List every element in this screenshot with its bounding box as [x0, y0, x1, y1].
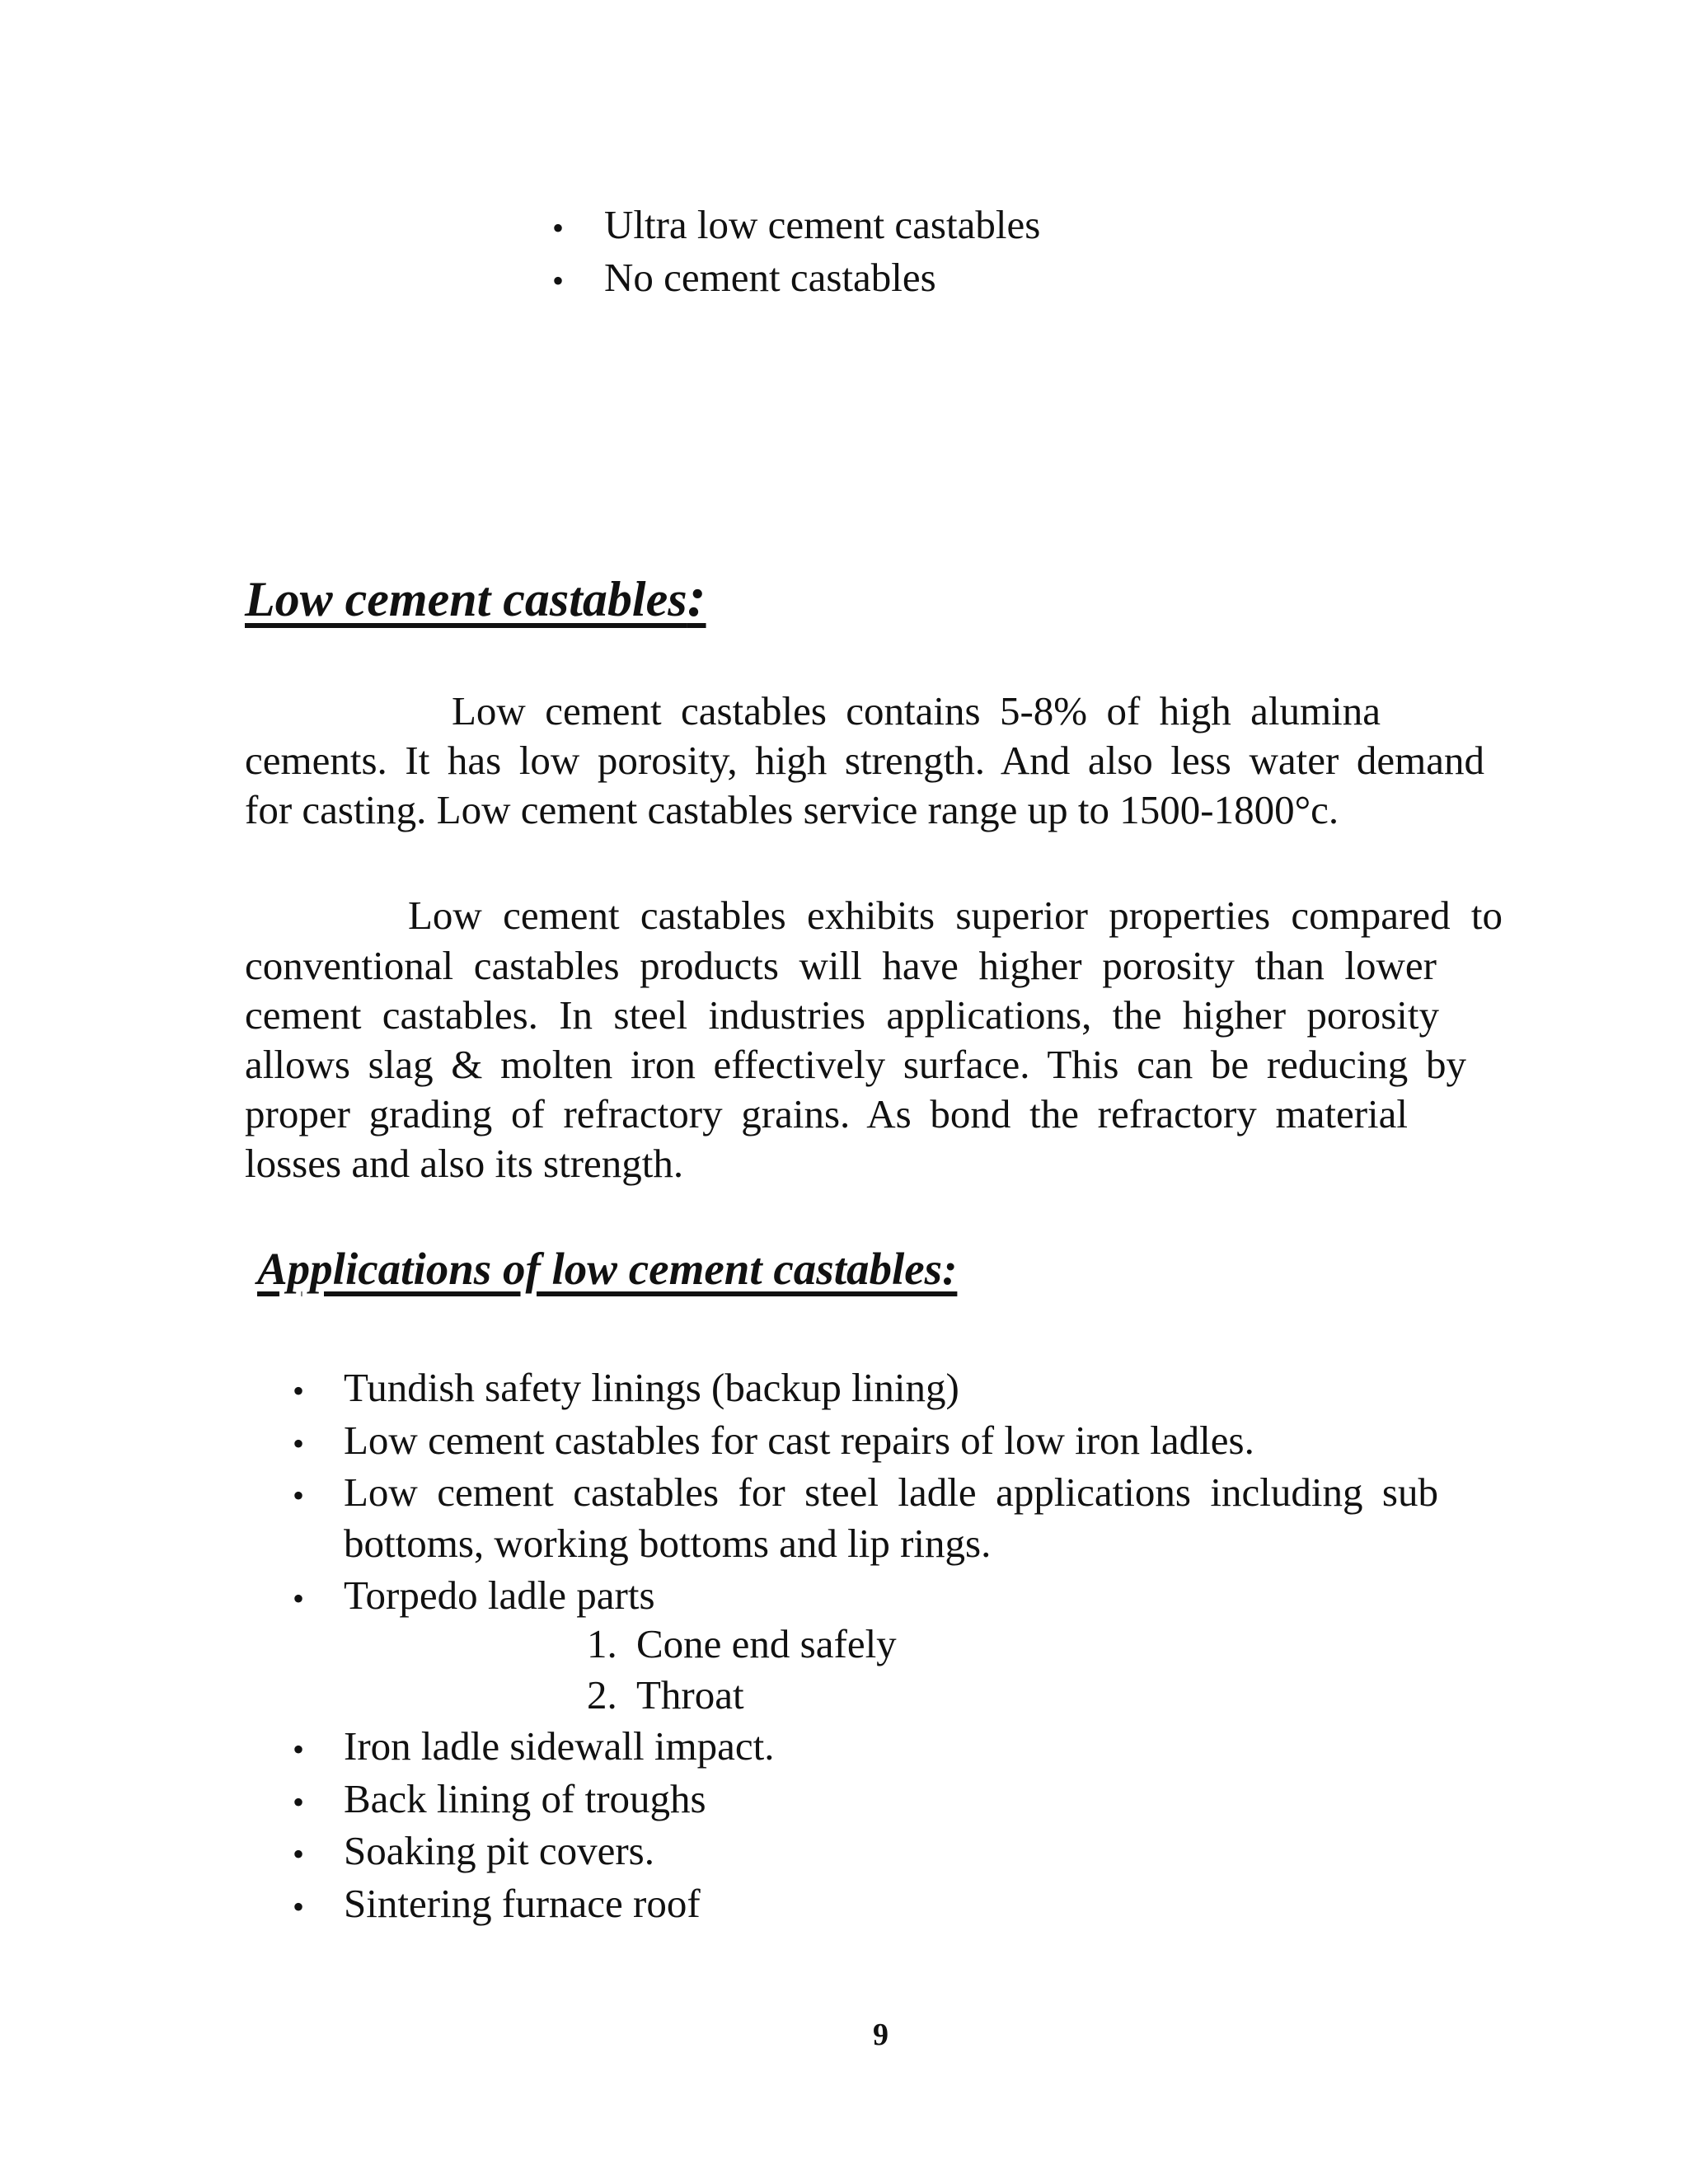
paragraph-line: allows slag & molten iron effectively surface. This can be reducing by: [245, 1042, 1466, 1087]
paragraph-line: conventional castables products will have higher porosity than lower: [245, 943, 1437, 988]
bullet-icon: •: [293, 1372, 305, 1409]
list-item: Sintering furnace roof: [344, 1881, 701, 1926]
paragraph-line: proper grading of refractory grains. As bond the refractory material: [245, 1091, 1408, 1137]
list-item: Iron ladle sidewall impact.: [344, 1723, 775, 1769]
bullet-icon: •: [293, 1783, 305, 1821]
paragraph-line: cements. It has low porosity, high strength. And also less water demand: [245, 738, 1484, 783]
sublist-item: Throat: [636, 1672, 744, 1718]
list-item: Torpedo ladle parts: [344, 1572, 655, 1618]
list-item: Low cement castables for cast repairs of low iron ladles.: [344, 1418, 1254, 1463]
paragraph-line: Low cement castables exhibits superior properties compared to: [408, 893, 1503, 938]
list-item: Tundish safety linings (backup lining): [344, 1365, 959, 1410]
section-heading-low-cement: Low cement castables:: [245, 565, 706, 628]
paragraph-line: losses and also its strength.: [245, 1141, 684, 1186]
bullet-icon: •: [552, 209, 565, 246]
bullet-icon: •: [293, 1835, 305, 1872]
list-item-continuation: bottoms, working bottoms and lip rings.: [344, 1521, 992, 1566]
page-number: 9: [873, 2018, 889, 2052]
bullet-icon: •: [293, 1580, 305, 1617]
list-item: Back lining of troughs: [344, 1776, 706, 1821]
paragraph-line: cement castables. In steel industries applications, the higher porosity: [245, 992, 1439, 1038]
bullet-icon: •: [293, 1731, 305, 1768]
bullet-icon: •: [293, 1425, 305, 1462]
bullet-icon: •: [293, 1888, 305, 1925]
sublist-item: Cone end safely: [636, 1621, 897, 1666]
paragraph-line: Low cement castables contains 5-8% of high alumina: [452, 688, 1381, 733]
sublist-number: 2.: [587, 1672, 617, 1718]
list-item: Soaking pit covers.: [344, 1828, 654, 1873]
bullet-icon: •: [552, 262, 565, 299]
list-item: Low cement castables for steel ladle applications including sub: [344, 1469, 1438, 1515]
list-item: Ultra low cement castables: [604, 202, 1041, 247]
paragraph-line: for casting. Low cement castables service range up to 1500-1800°c.: [245, 787, 1339, 832]
sublist-number: 1.: [587, 1621, 617, 1666]
bullet-icon: •: [293, 1477, 305, 1514]
list-item: No cement castables: [604, 255, 936, 300]
section-heading-applications: Applications of low cement castables:: [257, 1244, 958, 1294]
